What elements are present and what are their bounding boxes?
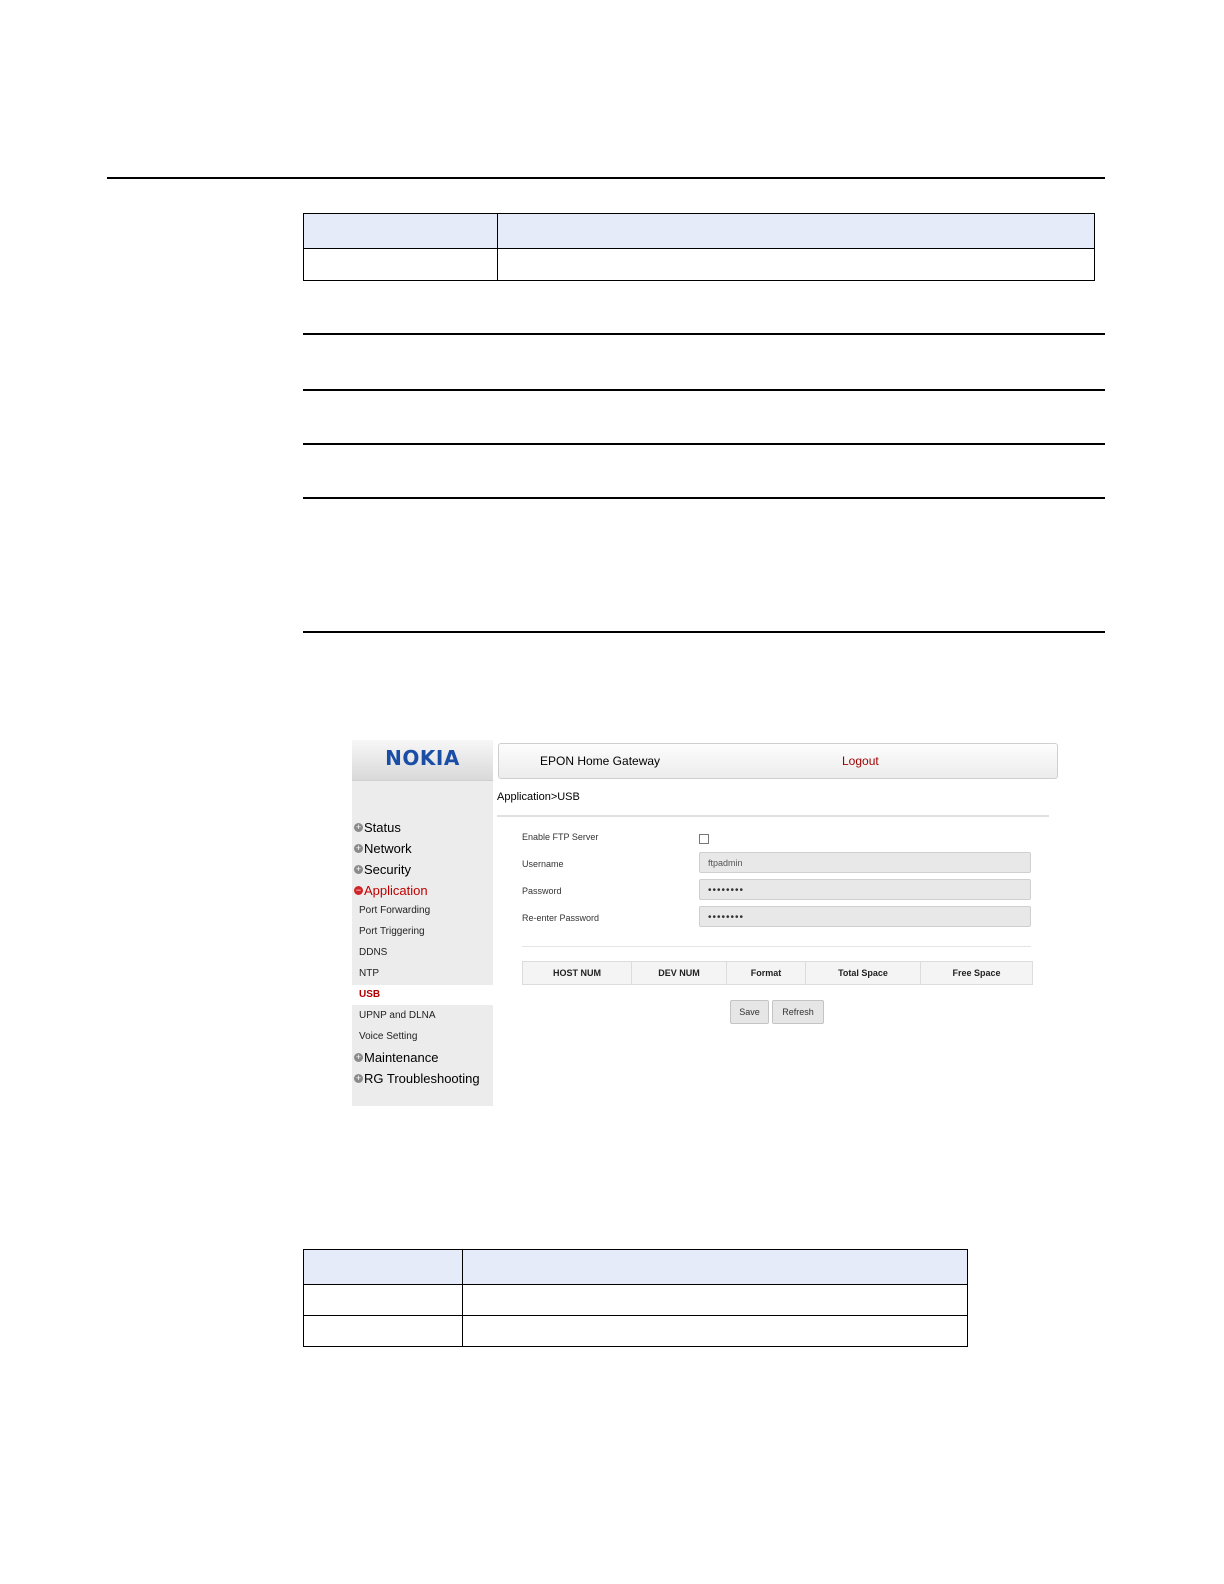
form-divider [522, 946, 1031, 947]
table-header-cell [304, 1250, 463, 1285]
sidebar-subitem-ntp[interactable]: NTP [359, 968, 379, 979]
password-label: Password [522, 886, 562, 896]
sidebar-subitem-voice-setting[interactable]: Voice Setting [359, 1031, 418, 1042]
sidebar-subitem-port-forwarding[interactable]: Port Forwarding [359, 905, 431, 916]
collapse-minus-icon: − [355, 885, 362, 895]
breadcrumb-divider [497, 815, 1049, 817]
username-field[interactable]: ftpadmin [699, 852, 1031, 873]
sidebar-item-security[interactable] [354, 861, 411, 879]
reenter-password-label: Re-enter Password [522, 913, 600, 923]
sidebar-item-label: Maintenance [364, 1050, 439, 1065]
table-header-cell: Total Space [806, 962, 921, 985]
table-header-cell [304, 214, 498, 249]
sidebar-subitem-usb[interactable]: USB [359, 989, 381, 1000]
sidebar-subitem-upnp-dlna[interactable]: UPNP and DLNA [359, 1010, 436, 1021]
sidebar-item-label: Security [364, 862, 411, 877]
sidebar-item-label: Status [364, 820, 401, 835]
top-bar [498, 743, 1058, 779]
table-header-cell [463, 1250, 968, 1285]
section-rule [303, 631, 1105, 633]
table-header-cell [498, 214, 1095, 249]
sidebar-subitem-ddns[interactable]: DDNS [359, 947, 388, 958]
table-header-cell: Format [727, 962, 806, 985]
expand-plus-icon: + [355, 1052, 362, 1062]
app-title: EPON Home Gateway [540, 754, 661, 768]
table-header-cell: HOST NUM [523, 962, 632, 985]
expand-plus-icon: + [355, 843, 362, 853]
usb-device-table [522, 961, 1033, 985]
table-cell [498, 249, 1095, 281]
expand-plus-icon: + [355, 1073, 362, 1083]
refresh-button[interactable]: Refresh [772, 1000, 824, 1024]
section-rule [303, 497, 1105, 499]
table-cell [463, 1285, 968, 1316]
table-header-cell: DEV NUM [632, 962, 727, 985]
sidebar-item-maintenance[interactable] [354, 1049, 438, 1067]
sidebar-item-rg-troubleshooting[interactable] [354, 1070, 480, 1088]
nokia-logo: NOKIA [385, 746, 460, 770]
sidebar-item-label: Network [364, 841, 412, 856]
enable-ftp-label: Enable FTP Server [522, 832, 599, 842]
sidebar [352, 740, 493, 1106]
table-header-row [304, 1250, 968, 1285]
header-rule [107, 177, 1105, 179]
table-cell [463, 1316, 968, 1347]
table-row [304, 1285, 968, 1316]
sidebar-subitem-port-triggering[interactable]: Port Triggering [359, 926, 425, 937]
enable-ftp-checkbox[interactable] [699, 834, 709, 844]
router-screenshot [352, 740, 1056, 1106]
save-button[interactable]: Save [730, 1000, 769, 1024]
expand-plus-icon: + [355, 822, 362, 832]
logo-box [352, 740, 493, 781]
table-cell [304, 249, 498, 281]
top-table [303, 213, 1095, 281]
sidebar-item-application[interactable] [354, 882, 428, 900]
bottom-table [303, 1249, 968, 1347]
username-label: Username [522, 859, 564, 869]
sidebar-item-network[interactable] [354, 840, 412, 858]
sidebar-item-label: RG Troubleshooting [364, 1071, 480, 1086]
section-rule [303, 333, 1105, 335]
sidebar-item-status[interactable] [354, 819, 401, 837]
section-rule [303, 443, 1105, 445]
section-rule [303, 389, 1105, 391]
reenter-password-field[interactable]: •••••••• [699, 906, 1031, 927]
table-row [304, 1316, 968, 1347]
expand-plus-icon: + [355, 864, 362, 874]
table-header-cell: Free Space [921, 962, 1033, 985]
logout-link[interactable]: Logout [842, 754, 879, 768]
table-header-row [523, 962, 1033, 985]
table-cell [304, 1316, 463, 1347]
table-header-row [304, 214, 1095, 249]
table-row [304, 249, 1095, 281]
breadcrumb: Application>USB [497, 791, 580, 803]
password-field[interactable]: •••••••• [699, 879, 1031, 900]
sidebar-item-label: Application [364, 883, 428, 898]
table-cell [304, 1285, 463, 1316]
